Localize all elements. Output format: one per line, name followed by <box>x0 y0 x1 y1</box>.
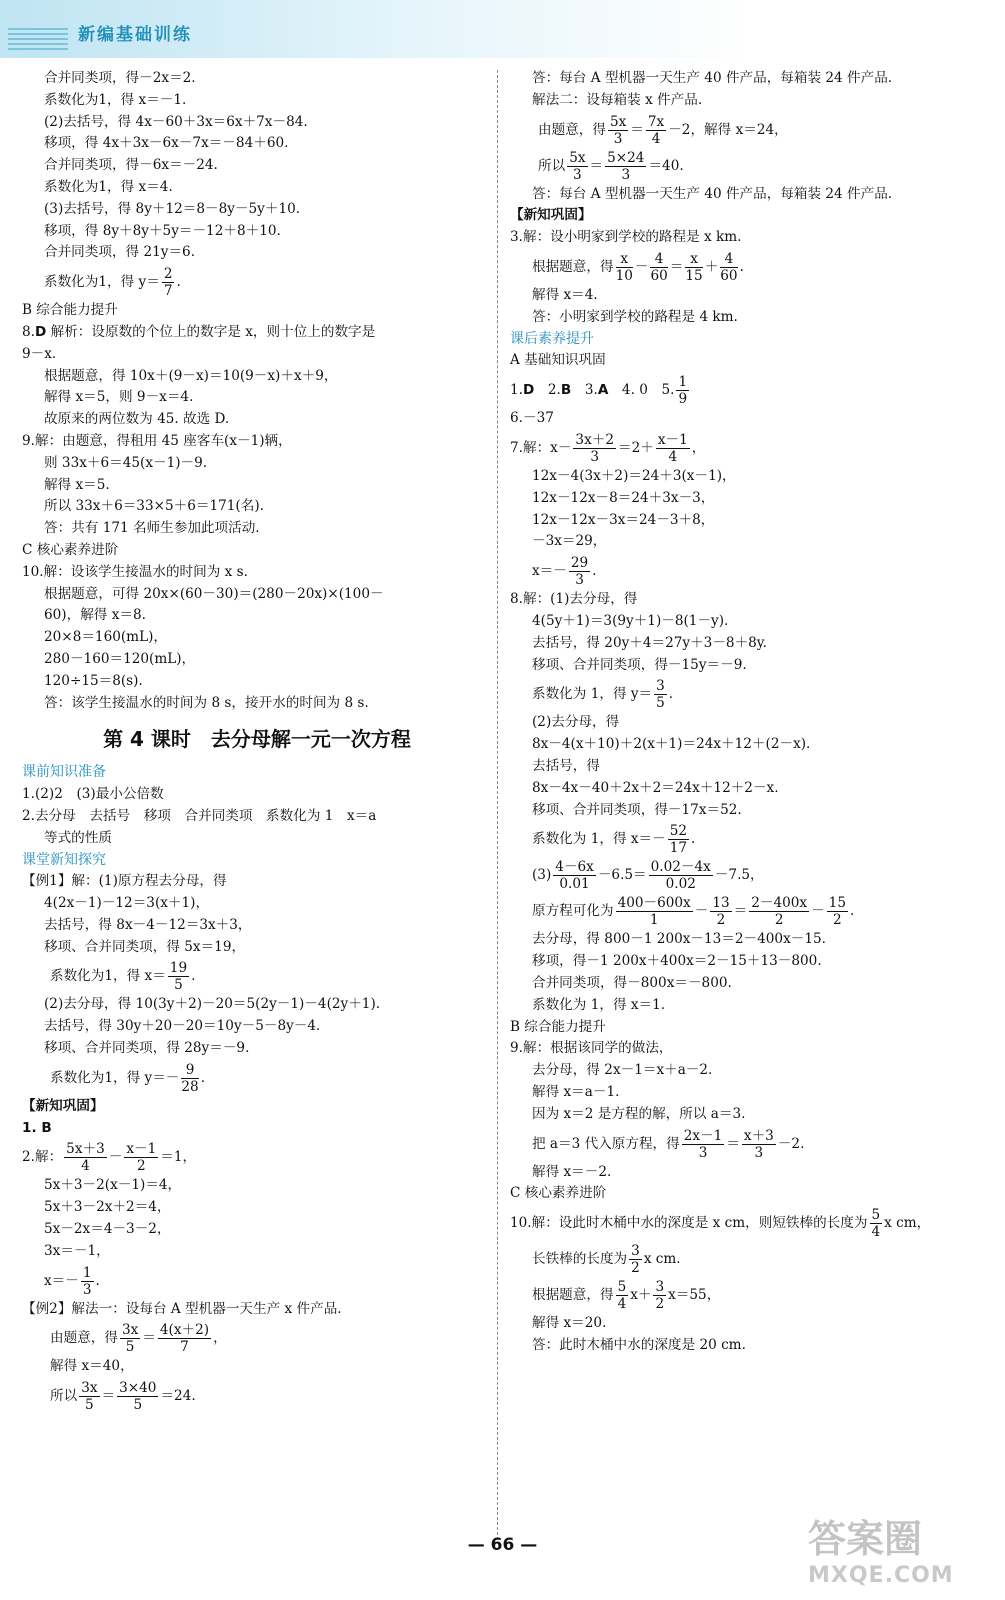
fraction <box>653 1279 666 1312</box>
denominator: 2 <box>833 912 842 929</box>
numerator: 3 <box>656 678 665 695</box>
text-fragment: － <box>108 1149 123 1166</box>
text-fragment: ＋ <box>704 258 719 275</box>
text-fragment: 系数化为 1，得 x＝－ <box>532 831 666 848</box>
section-heading: A 基础知识巩固 <box>510 352 606 369</box>
denominator: 4 <box>617 1296 627 1313</box>
text-line: 合并同类项，得－800x＝－800. <box>532 974 732 991</box>
text-fragment: ＝2＋ <box>617 439 654 456</box>
numerator: 2 <box>163 266 173 283</box>
denominator: 2 <box>655 1296 665 1313</box>
q-number: 3. <box>571 382 598 399</box>
text-line: 移项，得 4x＋3x－6x－7x＝－84＋60. <box>44 135 289 152</box>
fraction <box>567 150 587 183</box>
text-fragment: . <box>668 686 674 703</box>
text-line: 120÷15＝8(s). <box>44 672 143 689</box>
text-fragment: . <box>176 274 181 291</box>
text-fragment: . <box>849 903 855 920</box>
fraction <box>569 555 590 588</box>
text-fragment: x＋ <box>630 1287 652 1304</box>
text-fragment: ＝40. <box>648 157 684 174</box>
equation-line <box>510 676 990 712</box>
text-fragment: － <box>694 903 709 920</box>
equation-line <box>510 821 990 857</box>
right-column <box>510 68 990 1357</box>
numerator: x <box>685 251 702 268</box>
denominator: 0.01 <box>559 876 590 893</box>
equation-line <box>22 1320 492 1356</box>
text-line: 8.解：(1)去分母，得 <box>510 591 638 608</box>
text-fragment: ＝ <box>101 1388 116 1405</box>
equation-line <box>510 1277 990 1313</box>
text-fragment: ＝ <box>733 903 748 920</box>
text-line: 9－x. <box>22 345 57 362</box>
fraction <box>682 1128 725 1161</box>
left-column <box>22 68 492 1414</box>
equation-line <box>510 249 990 285</box>
fraction <box>649 859 713 892</box>
text-line: 8x－4x－40＋2x＋2＝24x＋12＋2－x. <box>532 779 779 796</box>
numerator: 5x＋3 <box>66 1141 105 1158</box>
fraction <box>629 1243 642 1276</box>
text-line: 3.解：设小明家到学校的路程是 x km. <box>510 229 742 246</box>
text-fragment: 7.解：x－ <box>510 439 572 456</box>
text-line: 解得 x＝5. <box>44 476 110 493</box>
text-line: 12x－4(3x＋2)＝24＋3(x－1)， <box>532 467 736 484</box>
section-heading: B 综合能力提升 <box>510 1018 606 1035</box>
fraction <box>168 960 189 993</box>
text-line: 答：每台 A 型机器一天生产 40 件产品，每箱装 24 件产品. <box>532 185 893 202</box>
text-fragment: 由题意，得 <box>50 1330 118 1347</box>
numerator: 3×40 <box>119 1380 157 1397</box>
page-header <box>0 0 1005 58</box>
section-heading: 【新知巩固】 <box>22 1097 104 1114</box>
numerator: x <box>616 251 633 268</box>
text-line: 解得 x＝a－1. <box>532 1083 620 1100</box>
text-line: 去分母，得 800－1 200x－13＝2－400x－15. <box>532 931 826 948</box>
text-fragment: ＝ <box>726 1135 740 1152</box>
text-line: 答：小明家到学校的路程是 4 km. <box>532 308 738 325</box>
numerator: 3 <box>631 1243 640 1260</box>
denominator: 5 <box>85 1397 94 1414</box>
text-fragment: 2.解： <box>22 1149 63 1166</box>
text-line: 5x＋3－2x＋2＝4， <box>44 1199 171 1216</box>
text-fragment: 系数化为1，得 y＝ <box>44 274 160 291</box>
equation-line <box>22 1139 492 1175</box>
text-fragment: 所以 <box>50 1388 78 1405</box>
answer-choice: A <box>597 382 609 399</box>
text-fragment: ， <box>691 439 706 456</box>
denominator: 3 <box>613 130 623 147</box>
denominator: 7 <box>163 283 173 300</box>
denominator: 5 <box>174 977 183 994</box>
denominator: 3 <box>621 166 631 183</box>
column-divider <box>497 70 498 1540</box>
fraction <box>120 1322 140 1355</box>
text-line: 6.－37 <box>510 410 554 427</box>
text-fragment: －6.5＝ <box>597 867 647 884</box>
numerator: 15 <box>828 895 846 912</box>
denominator: 4 <box>871 1224 881 1241</box>
numerator: 4 <box>720 251 737 268</box>
text-line: 4(2x－1)－12＝3(x＋1)， <box>44 895 210 912</box>
fraction <box>608 114 628 147</box>
text-fragment: x＝－ <box>532 563 567 580</box>
numerator: 3x <box>121 1322 139 1339</box>
numerator: 5x <box>609 113 627 130</box>
fraction <box>573 432 616 465</box>
text-line: 系数化为1，得 x＝－1. <box>44 91 187 108</box>
equation-line <box>510 1205 990 1241</box>
fraction <box>656 432 690 465</box>
fraction <box>870 1207 883 1240</box>
text-line: (3)去括号，得 8y＋12＝8－8y－5y＋10. <box>44 200 301 217</box>
text-fragment: (3) <box>532 867 552 884</box>
text-line: 答：每台 A 型机器一天生产 40 件产品，每箱装 24 件产品. <box>532 70 893 86</box>
text-line: 20×8＝160(mL)， <box>44 629 167 646</box>
numerator: x－1 <box>126 1141 157 1158</box>
fraction <box>605 150 646 183</box>
denominator: 9 <box>678 391 688 408</box>
text-fragment: 原方程可化为 <box>532 903 614 920</box>
denominator: 5 <box>133 1397 143 1414</box>
numerator: 0.02－4x <box>650 859 711 876</box>
text-line: 解得 x＝5，则 9－x＝4. <box>44 389 194 406</box>
denominator: 60 <box>720 267 738 284</box>
text-line: －3x＝29， <box>532 533 607 550</box>
watermark-logo <box>808 1508 998 1594</box>
equation-line <box>22 264 492 300</box>
fraction <box>710 895 731 928</box>
text-fragment: ＝ <box>589 157 604 174</box>
q-number: 2. <box>534 382 561 399</box>
numerator: 4 <box>650 251 667 268</box>
text-fragment: 根据题意，得 <box>532 258 614 275</box>
fraction <box>162 266 175 299</box>
numerator: 3 <box>655 1279 665 1296</box>
numerator: 1 <box>678 374 688 391</box>
equation-line <box>510 112 990 148</box>
text-fragment: －2. <box>777 1135 805 1152</box>
denominator: 7 <box>180 1339 189 1356</box>
fraction <box>720 251 737 284</box>
page-number: — 66 — <box>467 1535 538 1555</box>
text-fragment: . <box>200 1069 206 1086</box>
equation-line <box>510 857 990 893</box>
text-line: 系数化为1，得 x＝4. <box>44 178 173 195</box>
text-fragment: . <box>739 258 744 275</box>
text-line: 解得 x＝4. <box>532 286 598 303</box>
denominator: 0.02 <box>665 876 696 893</box>
equation-line <box>510 148 990 184</box>
text-line: 合并同类项，得－6x＝－24. <box>44 157 218 174</box>
equation-line <box>22 1378 492 1414</box>
text-line: 8x－4(x＋10)＋2(x＋1)＝24x＋12＋(2－x). <box>532 736 811 753</box>
text-fragment: . <box>691 831 696 848</box>
text-fragment: 系数化为1，得 y＝－ <box>50 1069 180 1086</box>
answer-line: 1. B <box>22 1119 52 1136</box>
text-fragment: － <box>634 258 649 275</box>
text-line: 答：共有 171 名师生参加此项活动. <box>44 520 260 537</box>
text-line: (2)去括号，得 4x－60＋3x＝6x＋7x－84. <box>44 113 308 130</box>
text-line: 去括号，得 20y＋4＝27y＋3－8＋8y. <box>532 634 768 651</box>
text-line: 合并同类项，得 21y＝6. <box>44 244 196 261</box>
equation-line <box>510 1126 990 1162</box>
equation-line <box>22 1263 492 1299</box>
answer-line <box>510 372 990 408</box>
text-fragment: x cm. <box>643 1251 681 1268</box>
text-line: 移项、合并同类项，得－17x＝52. <box>532 801 742 818</box>
book-title: 新编基础训练 <box>78 25 192 45</box>
text-line: 60)，解得 x＝8. <box>44 607 146 624</box>
text-line: (2)去分母，得 <box>532 714 620 731</box>
text-line: 合并同类项，得－2x＝2. <box>44 70 196 86</box>
numerator: 4－6x <box>555 859 594 876</box>
text-line: 移项、合并同类项，得－15y＝－9. <box>532 656 747 673</box>
text-line: 答：此时木桶中水的深度是 20 cm. <box>532 1336 746 1353</box>
fraction <box>158 1322 211 1355</box>
text-line: 解得 x＝20. <box>532 1315 607 1332</box>
fraction <box>81 1265 94 1298</box>
fraction <box>650 251 667 284</box>
numerator: 5 <box>871 1207 881 1224</box>
text-line: 根据题意，得 10x＋(9－x)＝10(9－x)＋x＋9， <box>44 367 338 384</box>
denominator: 2 <box>774 912 784 929</box>
text-fragment: 4. 0 5. <box>608 382 675 399</box>
fraction <box>646 114 666 147</box>
text-fragment: 解析：设原数的个位上的数字是 x，则十位上的数字是 <box>46 323 376 340</box>
text-line: 等式的性质 <box>44 829 112 846</box>
denominator: 3 <box>575 572 584 589</box>
text-fragment: 10.解：设此时木桶中水的深度是 x cm，则短铁棒的长度为 <box>510 1215 868 1232</box>
section-heading: C 核心素养进阶 <box>22 541 119 558</box>
text-fragment: 长铁棒的长度为 <box>532 1251 628 1268</box>
section-heading: 课后素养提升 <box>510 330 594 347</box>
text-line: 故原来的两位数为 45. 故选 D. <box>44 411 230 428</box>
text-line: 去括号，得 8x－4－12＝3x＋3， <box>44 916 252 933</box>
text-line: 3x＝－1， <box>44 1242 110 1259</box>
watermark-url: MXQE.COM <box>808 1563 954 1588</box>
fraction <box>553 859 596 892</box>
text-line: 280－160＝120(mL)， <box>44 650 196 667</box>
text-fragment: ＝ <box>630 121 644 138</box>
denominator: 4 <box>81 1158 90 1175</box>
fraction <box>742 1128 776 1161</box>
text-line: 12x－12x－8＝24＋3x－3， <box>532 489 715 506</box>
text-line: 【例2】解法一：设每台 A 型机器一天生产 x 件产品. <box>22 1300 342 1317</box>
equation-line <box>22 1060 492 1096</box>
text-fragment: －2，解得 x＝24， <box>668 121 788 138</box>
text-line: 所以 33x＋6＝33×5＋6＝171(名). <box>44 498 264 515</box>
text-line: 移项，得－1 200x＋400x＝2－15＋13－800. <box>532 953 822 970</box>
denominator: 3 <box>590 448 600 465</box>
text-line: 系数化为 1，得 x＝1. <box>532 996 666 1013</box>
denominator: 10 <box>615 267 633 284</box>
text-fragment: . <box>191 968 196 985</box>
text-line: 根据题意，可得 20x×(60－30)＝(280－20x)×(100－ <box>44 585 384 602</box>
denominator: 4 <box>668 448 678 465</box>
text-fragment: . <box>592 563 597 580</box>
text-line: 【例1】解：(1)原方程去分母，得 <box>22 873 227 890</box>
text-line: 移项，得 8y＋8y＋5y＝－12＋8＋10. <box>44 222 281 239</box>
text-line: 移项、合并同类项，得 5x＝19， <box>44 938 246 955</box>
text-fragment: 所以 <box>538 157 566 174</box>
text-line: 解得 x＝－2. <box>532 1163 612 1180</box>
text-fragment: 把 a＝3 代入原方程，得 <box>532 1135 680 1152</box>
numerator: 19 <box>169 960 188 977</box>
text-line: 答：该学生接温水的时间为 8 s，接开水的时间为 8 s. <box>44 694 369 711</box>
text-line: 1.(2)2 (3)最小公倍数 <box>22 786 164 803</box>
equation-line <box>22 958 492 994</box>
fraction <box>749 895 809 928</box>
denominator: 28 <box>181 1078 199 1095</box>
equation-line <box>510 893 990 929</box>
text-line: 2.去分母 去括号 移项 合并同类项 系数化为 1 x＝a <box>22 807 377 824</box>
denominator: 3 <box>698 1144 708 1161</box>
text-fragment: ＝ <box>142 1330 156 1347</box>
denominator: 2 <box>136 1158 146 1175</box>
header-stripes-decoration <box>8 28 68 50</box>
equation-line <box>510 553 990 589</box>
numerator: 4(x＋2) <box>159 1322 210 1339</box>
numerator: 29 <box>570 555 589 572</box>
denominator: 3 <box>754 1144 764 1161</box>
text-fragment: ＝1， <box>160 1149 197 1166</box>
lesson-title: 第 4 课时 去分母解一元一次方程 <box>103 727 411 752</box>
answer-line <box>22 322 492 344</box>
text-fragment: 根据题意，得 <box>532 1287 614 1304</box>
answer-choice: B <box>560 382 572 399</box>
text-line: 9.解：根据该同学的做法， <box>510 1040 673 1057</box>
section-heading: B 综合能力提升 <box>22 302 118 319</box>
text-fragment: ＝ <box>669 258 684 275</box>
section-heading: 课堂新知探究 <box>22 851 106 868</box>
equation-line <box>510 430 990 466</box>
numerator: 2x－1 <box>683 1127 723 1144</box>
text-line: 移项、合并同类项，得 28y＝－9. <box>44 1040 250 1057</box>
numerator: 400－600x <box>617 895 691 912</box>
denominator: 4 <box>651 130 661 147</box>
answer-choice: D <box>34 323 47 340</box>
denominator: 2 <box>716 912 726 929</box>
fraction <box>124 1141 158 1174</box>
numerator: 3x＋2 <box>575 431 614 448</box>
fraction <box>181 1062 198 1095</box>
q-number: 1. <box>510 382 523 399</box>
text-fragment: － <box>811 903 825 920</box>
section-heading: C 核心素养进阶 <box>510 1185 607 1202</box>
fraction <box>654 678 667 711</box>
fraction <box>616 1279 629 1312</box>
denominator: 2 <box>631 1260 640 1277</box>
answer-choice: D <box>522 382 535 399</box>
section-heading: 课前知识准备 <box>22 764 106 781</box>
numerator: 9 <box>181 1062 198 1079</box>
numerator: 3x <box>81 1380 98 1397</box>
fraction <box>117 1380 158 1413</box>
numerator: 7x <box>647 113 665 130</box>
denominator: 17 <box>669 840 688 857</box>
text-fragment: ， <box>213 1330 227 1347</box>
section-heading: 【新知巩固】 <box>510 207 592 224</box>
text-fragment: －7.5， <box>714 867 764 884</box>
numerator: 5x <box>569 149 586 166</box>
text-line: 去括号，得 <box>532 757 600 774</box>
text-line: 解得 x＝40， <box>50 1358 134 1375</box>
numerator: 5×24 <box>607 149 645 166</box>
text-fragment: . <box>95 1272 100 1289</box>
fraction <box>616 895 693 928</box>
fraction <box>827 895 848 928</box>
text-line: 4(5y＋1)＝3(9y＋1)－8(1－y). <box>532 612 729 629</box>
text-fragment: 由题意，得 <box>538 121 606 138</box>
denominator: 5 <box>125 1339 135 1356</box>
numerator: 52 <box>669 823 688 840</box>
text-fragment: x cm， <box>884 1215 931 1232</box>
denominator: 15 <box>685 267 703 284</box>
text-line: 解法二：设每箱装 x 件产品. <box>532 91 703 108</box>
watermark-text: 答案圈 <box>808 1517 923 1561</box>
numerator: 13 <box>712 895 730 912</box>
text-line: 则 33x＋6＝45(x－1)－9. <box>44 454 208 471</box>
numerator: 5 <box>617 1279 627 1296</box>
fraction <box>64 1141 107 1174</box>
q-number: 8. <box>22 323 35 340</box>
numerator: x＋3 <box>743 1127 774 1144</box>
numerator: 1 <box>82 1264 92 1281</box>
fraction <box>668 823 689 856</box>
text-line: 去括号，得 30y＋20－20＝10y－5－8y－4. <box>44 1018 321 1035</box>
fraction <box>616 251 633 284</box>
denominator: 60 <box>650 267 668 284</box>
equation-line <box>510 1241 990 1277</box>
numerator: x－1 <box>657 431 688 448</box>
fraction <box>685 251 702 284</box>
denominator: 1 <box>649 912 659 929</box>
text-fragment: x＝55， <box>668 1287 721 1304</box>
numerator: 2－400x <box>751 895 808 912</box>
denominator: 3 <box>82 1281 92 1298</box>
text-line: 去分母，得 2x－1＝x＋a－2. <box>532 1062 713 1079</box>
text-line: 5x－2x＝4－3－2， <box>44 1221 171 1238</box>
text-fragment: 系数化为 1，得 y＝ <box>532 686 653 703</box>
text-fragment: 系数化为1，得 x＝ <box>50 968 166 985</box>
denominator: 5 <box>656 695 665 712</box>
text-line: (2)去分母，得 10(3y＋2)－20＝5(2y－1)－4(2y＋1). <box>44 996 381 1013</box>
text-line: 5x＋3－2(x－1)＝4， <box>44 1177 182 1194</box>
text-line: 9.解：由题意，得租用 45 座客车(x－1)辆， <box>22 432 292 449</box>
text-line: 12x－12x－3x＝24－3＋8， <box>532 511 715 528</box>
text-line: 因为 x＝2 是方程的解，所以 a＝3. <box>532 1105 746 1122</box>
text-line: 10.解：设该学生接温水的时间为 x s. <box>22 563 248 580</box>
text-fragment: x＝－ <box>44 1272 79 1289</box>
denominator: 3 <box>573 166 582 183</box>
text-fragment: ＝24. <box>160 1388 196 1405</box>
fraction <box>676 374 689 407</box>
fraction <box>79 1380 99 1413</box>
